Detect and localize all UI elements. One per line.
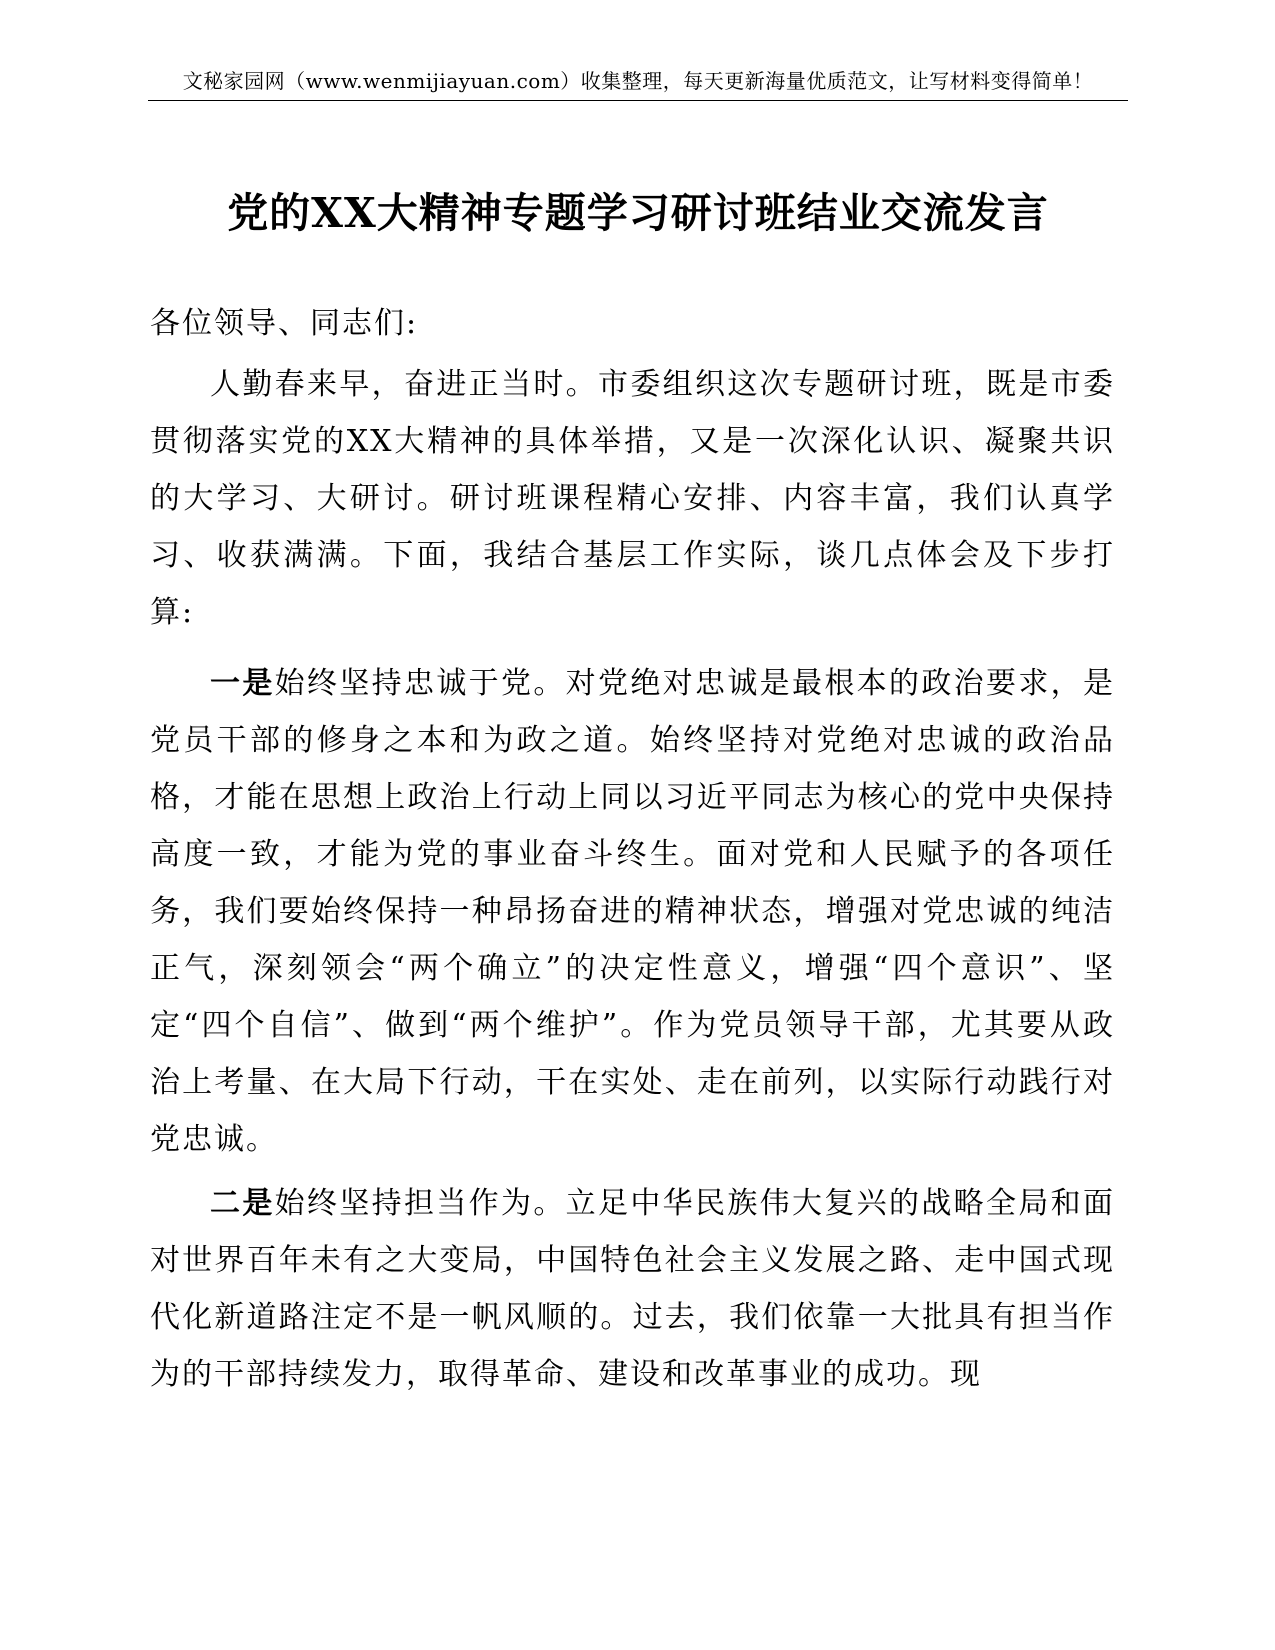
paragraph-point-two — [150, 1175, 1115, 1403]
paragraph-intro — [150, 356, 1115, 641]
paragraph-lead: 二是 — [210, 1186, 275, 1221]
paragraph-text: 始终坚持担当作为。立足中华民族伟大复兴的战略全局和面对世界百年未有之大变局，中国特色社会主义发展之路、走中国式现代化新道路注定不是一帆风顺的。过去，我们依靠一大批具有担当作为的干部持续发力，取得革命、建设和改革事业的成功。现 — [150, 1186, 1116, 1392]
paragraph-text: 始终坚持忠诚于党。对党绝对忠诚是最根本的政治要求，是党员干部的修身之本和为政之道。始终坚持对党绝对忠诚的政治品格，才能在思想上政治上行动上同以习近平同志为核心的党中央保持高度一致，才能为党的事业奋斗终生。面对党和人民赋予的各项任务，我们要始终保持一种昂扬奋进的精神状态，增强对党忠诚的纯洁正气，深刻领会“两个确立”的决定性意义，增强“四个意识”、坚定“四个自信”、做到“两个维护”。作为党员领导干部，尤其要从政治上考量、在大局下行动，干在实处、走在前列，以实际行动践行对党忠诚。 — [150, 666, 1116, 1157]
header-text: 文秘家园网（www.wenmijiayuan.com）收集整理，每天更新海量优质范文，让写材料变得简单！ — [182, 69, 1094, 93]
salutation: 各位领导、同志们: — [150, 306, 419, 341]
paragraph-lead: 一是 — [210, 666, 275, 701]
paragraph-point-one — [150, 655, 1115, 1168]
paragraph-text: 人勤春来早，奋进正当时。市委组织这次专题研讨班，既是市委贯彻落实党的XX大精神的具体举措，又是一次深化认识、凝聚共识的大学习、大研讨。研讨班课程精心安排、内容丰富，我们认真学习、收获满满。下面，我结合基层工作实际，谈几点体会及下步打算: — [150, 367, 1115, 630]
page-header — [148, 66, 1128, 101]
document-title: 党的XX大精神专题学习研讨班结业交流发言 — [227, 189, 1049, 237]
